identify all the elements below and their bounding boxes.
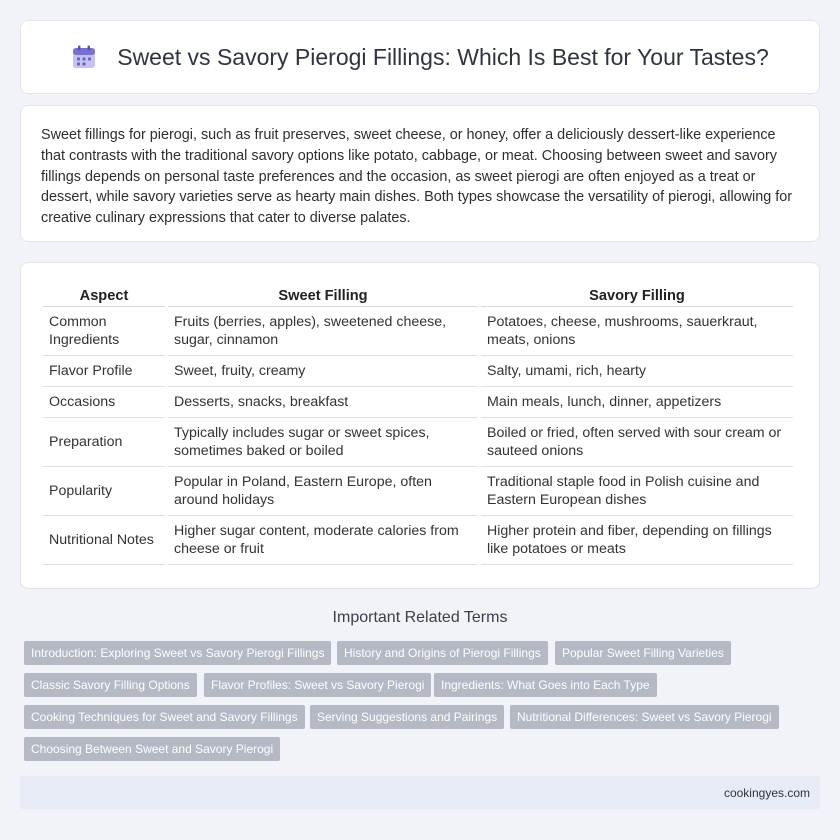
header-card	[20, 20, 820, 94]
table-cell-savory: Boiled or fried, often served with sour cream or sauteed onions	[481, 418, 793, 467]
related-term-tag[interactable]: Cooking Techniques for Sweet and Savory Fillings	[24, 705, 305, 729]
table-row	[43, 418, 793, 467]
table-cell-sweet: Typically includes sugar or sweet spices, sometimes baked or boiled	[168, 418, 478, 467]
table-cell-aspect: Flavor Profile	[43, 356, 165, 387]
table-cell-sweet: Sweet, fruity, creamy	[168, 356, 478, 387]
table-cell-sweet: Popular in Poland, Eastern Europe, often around holidays	[168, 467, 478, 516]
table-cell-sweet: Fruits (berries, apples), sweetened cheese, sugar, cinnamon	[168, 307, 478, 356]
table-header-row	[43, 285, 793, 307]
calendar-icon	[71, 44, 97, 70]
footer	[20, 776, 820, 809]
column-header-sweet: Sweet Filling	[168, 285, 478, 307]
intro-paragraph: Sweet fillings for pierogi, such as fruit preserves, sweet cheese, or honey, offer a deliciously dessert-like experience that contrasts with the traditional savory options like potato, cabbage, or meat. Choosing between sweet and savory fillings depends on personal taste preferences and the occasion, as sweet pierogi are often enjoyed as a treat or dessert, while savory varieties serve as hearty main dishes. Both types showcase the versatility of pierogi, allowing for creative culinary expressions that cater to diverse palates.	[41, 127, 793, 227]
comparison-table	[40, 285, 796, 565]
table-cell-aspect: Preparation	[43, 418, 165, 467]
related-term-tag[interactable]: Ingredients: What Goes into Each Type	[434, 673, 657, 697]
page-title: Sweet vs Savory Pierogi Fillings: Which Is Best for Your Tastes?	[117, 43, 769, 70]
related-term-tag[interactable]: History and Origins of Pierogi Fillings	[337, 641, 548, 665]
table-cell-savory: Main meals, lunch, dinner, appetizers	[481, 387, 793, 418]
table-row	[43, 387, 793, 418]
table-cell-sweet: Desserts, snacks, breakfast	[168, 387, 478, 418]
table-cell-savory: Salty, umami, rich, hearty	[481, 356, 793, 387]
column-header-aspect: Aspect	[43, 285, 165, 307]
table-row	[43, 307, 793, 356]
table-row	[43, 467, 793, 516]
table-cell-aspect: Occasions	[43, 387, 165, 418]
table-row	[43, 356, 793, 387]
footer-site-name: cookingyes.com	[723, 786, 810, 800]
table-cell-savory: Traditional staple food in Polish cuisine and Eastern European dishes	[481, 467, 793, 516]
related-term-tag[interactable]: Introduction: Exploring Sweet vs Savory Pierogi Fillings	[24, 641, 331, 665]
related-term-tag[interactable]: Choosing Between Sweet and Savory Pierogi	[24, 737, 280, 761]
related-term-tag[interactable]: Popular Sweet Filling Varieties	[555, 641, 731, 665]
intro-card	[20, 105, 820, 242]
table-cell-sweet: Higher sugar content, moderate calories from cheese or fruit	[168, 516, 478, 565]
table-cell-aspect: Common Ingredients	[43, 307, 165, 356]
table-cell-aspect: Popularity	[43, 467, 165, 516]
related-term-tag[interactable]: Serving Suggestions and Pairings	[310, 705, 504, 729]
related-term-tag[interactable]: Nutritional Differences: Sweet vs Savory Pierogi	[510, 705, 779, 729]
related-terms-title: Important Related Terms	[332, 609, 508, 626]
table-cell-aspect: Nutritional Notes	[43, 516, 165, 565]
related-term-tag[interactable]: Flavor Profiles: Sweet vs Savory Pierogi	[204, 673, 431, 697]
column-header-savory: Savory Filling	[481, 285, 793, 307]
table-cell-savory: Higher protein and fiber, depending on fillings like potatoes or meats	[481, 516, 793, 565]
comparison-table-card	[20, 262, 820, 589]
related-term-tag[interactable]: Classic Savory Filling Options	[24, 673, 197, 697]
table-row	[43, 516, 793, 565]
table-cell-savory: Potatoes, cheese, mushrooms, sauerkraut, meats, onions	[481, 307, 793, 356]
